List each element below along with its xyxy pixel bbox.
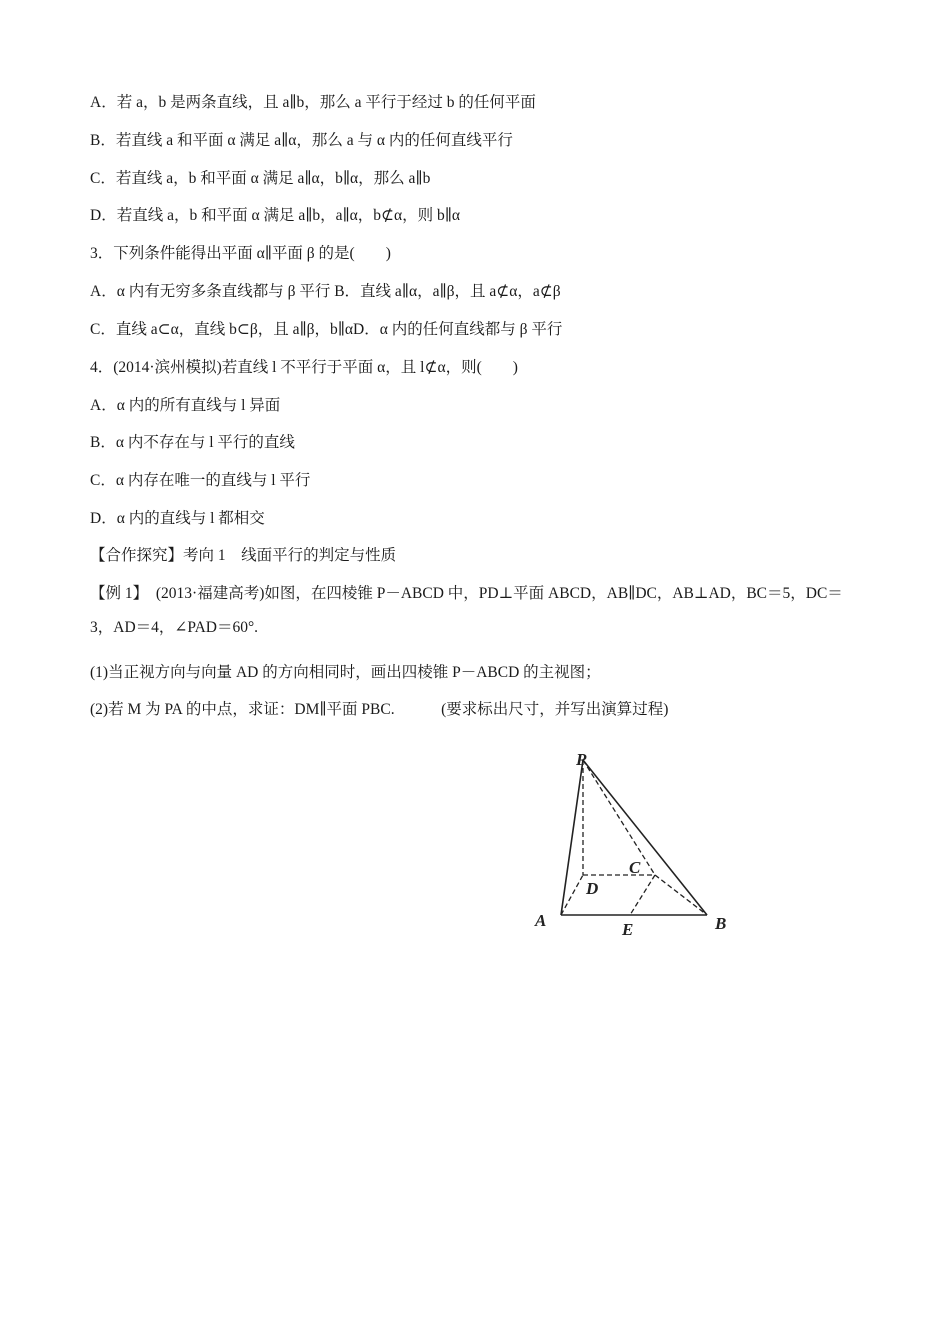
line-9: A．α 内的所有直线与 l 异面: [90, 397, 281, 414]
line-12: D．α 内的直线与 l 都相交: [90, 510, 265, 527]
line-4: D．若直线 a，b 和平面 α 满足 a∥b，a∥α，b⊄α，则 b∥α: [90, 207, 461, 224]
line-10: B．α 内不存在与 l 平行的直线: [90, 434, 295, 451]
line-11: C．α 内存在唯一的直线与 l 平行: [90, 472, 311, 489]
subquestion-1: (1)当正视方向与向量 AD 的方向相同时，画出四棱锥 P－ABCD 的主视图；: [90, 664, 601, 681]
pyramid-diagram: [530, 745, 740, 945]
subquestion-2: (2)若 M 为 PA 的中点，求证：DM∥平面 PBC. (要求标出尺寸，并写出演算过程): [90, 701, 669, 718]
line-8: 4．(2014·滨州模拟)若直线 l 不平行于平面 α，且 l⊄α，则( ): [90, 359, 518, 376]
edge-ce: [630, 875, 655, 915]
label-a: A: [535, 911, 547, 930]
example-paragraph: 【例 1】 (2013·福建高考)如图，在四棱锥 P－ABCD 中，PD⊥平面 ABCD，AB∥DC，AB⊥AD，BC＝5，DC＝3，AD＝4，∠PAD＝60°.: [90, 585, 843, 636]
line-5: 3．下列条件能得出平面 α∥平面 β 的是( ): [90, 245, 391, 262]
edge-pa: [561, 760, 583, 915]
line-1: A．若 a，b 是两条直线，且 a∥b，那么 a 平行于经过 b 的任何平面: [90, 94, 536, 111]
pyramid-figure: [530, 745, 740, 945]
label-e: E: [622, 920, 634, 939]
line-2: B．若直线 a 和平面 α 满足 a∥α，那么 a 与 α 内的任何直线平行: [90, 132, 513, 149]
line-7: C．直线 a⊂α，直线 b⊂β，且 a∥β，b∥αD．α 内的任何直线都与 β 平行: [90, 321, 563, 338]
edge-cb: [655, 875, 707, 915]
label-b: B: [715, 914, 727, 933]
label-p: P: [576, 750, 587, 769]
label-c: C: [629, 858, 641, 877]
edge-pc: [583, 760, 655, 875]
label-d: D: [586, 879, 599, 898]
section-heading: 【合作探究】考向 1 线面平行的判定与性质: [90, 547, 397, 564]
line-6: A．α 内有无穷多条直线都与 β 平行 B．直线 a∥α，a∥β，且 a⊄α，a⊄β: [90, 283, 561, 300]
line-3: C．若直线 a，b 和平面 α 满足 a∥α，b∥α，那么 a∥b: [90, 170, 431, 187]
